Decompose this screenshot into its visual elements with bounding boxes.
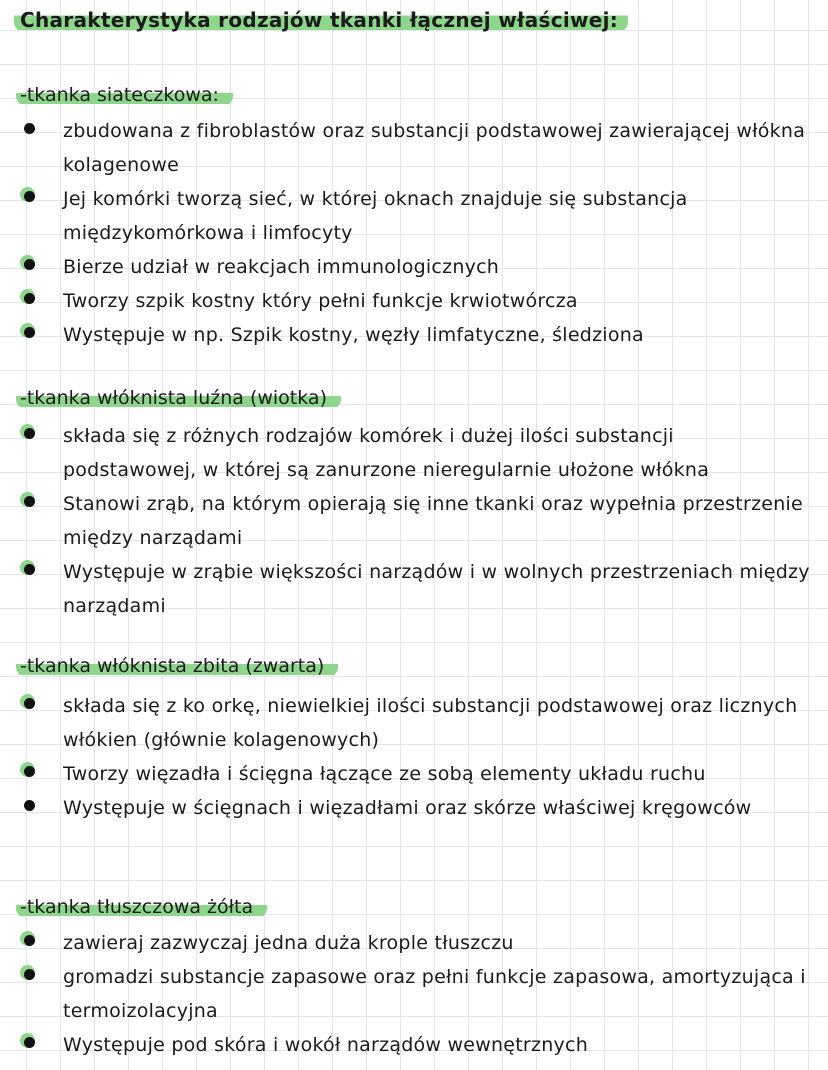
list-item-text: Występuje w zrąbie większości narządów i w wolnych przestrzeniach między narządami [63,561,810,617]
list-item-text: składa się z ko orkę, niewielkiej ilości substancji podstawowej oraz licznych włókien (głównie kolagenowych) [63,695,798,751]
list-item-text: Tworzy szpik kostny który pełni funkcje krwiotwórcza [63,290,578,312]
bullet-icon [24,428,35,439]
list-item-text: Stanowi zrąb, na którym opierają się inne tkanki oraz wypełnia przestrzenie między narządami [63,493,803,549]
section-heading: -tkanka włóknista zbita (zwarta) [16,655,338,677]
bullet-icon [24,698,35,709]
list-item-text: Bierze udział w reakcjach immunologicznych [63,256,500,278]
list-item-text: Tworzy więzadła i ścięgna łączące ze sobą elementy układu ruchu [63,763,706,785]
section-heading: -tkanka włóknista luźna (wiotka) [16,387,341,409]
list-item-text: gromadzi substancje zapasowe oraz pełni funkcje zapasowa, amortyzująca i termoizolacyjna [63,966,806,1022]
section-heading: -tkanka tłuszczowa żółta [16,896,267,918]
bullet-icon [24,259,35,270]
bullet-icon [24,564,35,575]
page-title [14,8,628,32]
section-heading: -tkanka siateczkowa: [16,84,233,106]
list-item-text: Jej komórki tworzą sieć, w której oknach znajduje się substancja międzykomórkowa i limfocyty [63,188,688,244]
bullet-icon [24,969,35,980]
list-item-text: składa się z różnych rodzajów komórek i dużej ilości substancji podstawowej, w której są zanurzone nieregularnie ułożone włókna [63,425,710,481]
list-item-text: Występuje w ścięgnach i więzadłami oraz skórze właściwej kręgowców [63,797,752,819]
list-item-text: Występuje w np. Szpik kostny, węzły limfatyczne, śledziona [63,324,644,346]
page-title-text: Charakterystyka rodzajów tkanki łącznej właściwej: [14,8,628,32]
bullet-icon [24,191,35,202]
list-item-text: zawieraj zazwyczaj jedna duża krople tłuszczu [63,932,514,954]
list-item-text: Występuje pod skóra i wokół narządów wewnętrznych [63,1034,588,1056]
bullet-icon [24,800,35,811]
bullet-icon [24,123,35,134]
list-item-text: zbudowana z fibroblastów oraz substancji podstawowej zawierającej włókna kolagenowe [63,120,806,176]
bullet-icon [24,935,35,946]
bullet-icon [24,496,35,507]
bullet-icon [24,293,35,304]
bullet-icon [24,327,35,338]
bullet-icon [24,1037,35,1048]
bullet-icon [24,766,35,777]
